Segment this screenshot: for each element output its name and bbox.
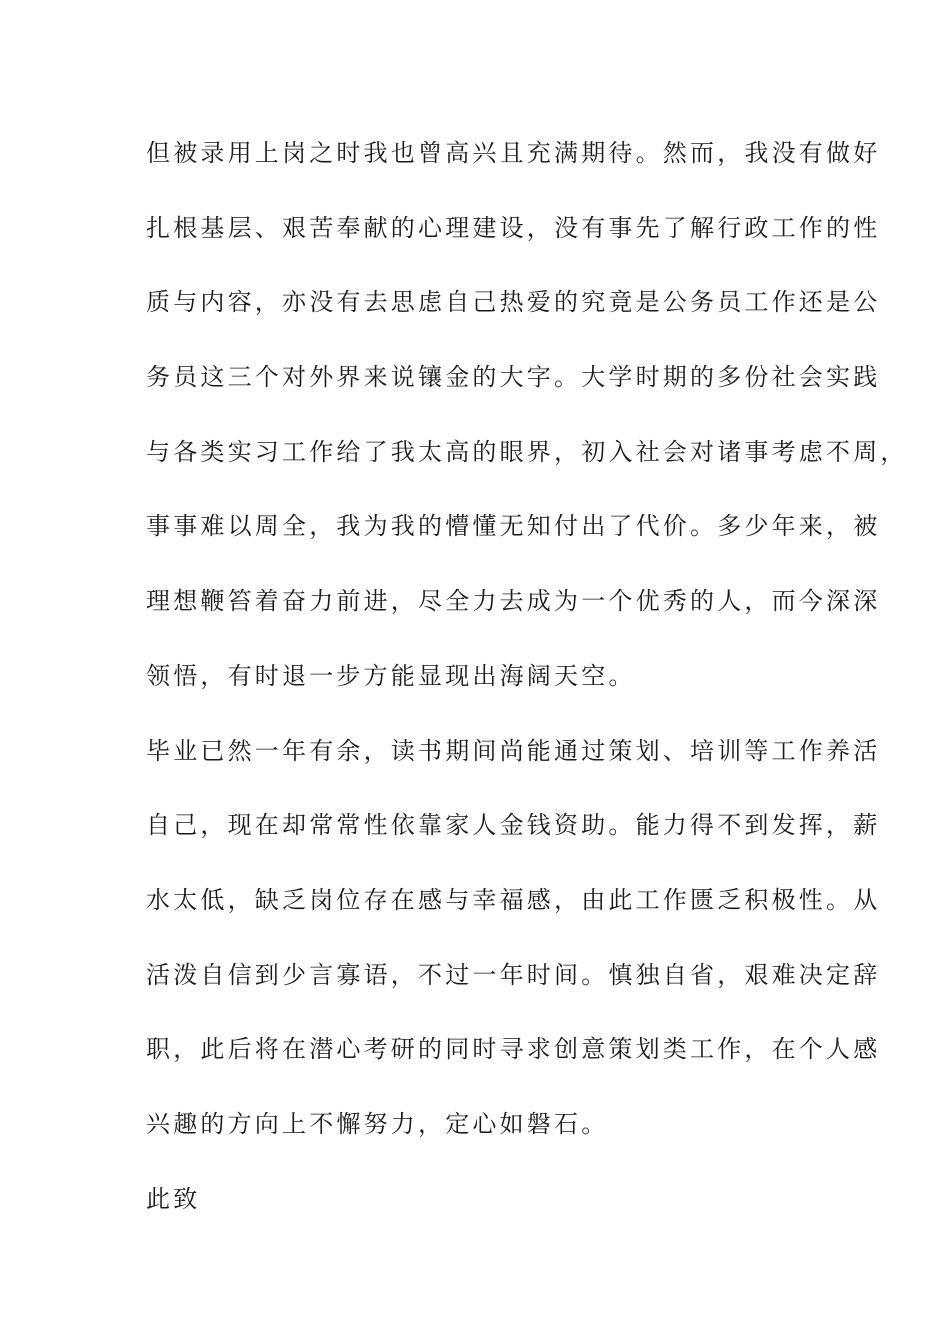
text-line-4: 务员这三个对外界来说镶金的大字。大学时期的多份社会实践 [146,363,881,392]
closing-salutation: 此致 [146,1184,201,1213]
text-line-5: 与各类实习工作给了我太高的眼界，初入社会对诸事考虑不周， [146,437,908,466]
document-body [146,128,908,1248]
text-line-1: 但被录用上岗之时我也曾高兴且充满期待。然而，我没有做好 [146,139,881,167]
text-line-8: 领悟，有时退一步方能显现出海阔天空。 [146,661,636,690]
text-line-3: 质与内容，亦没有去思虑自己热爱的究竟是公务员工作还是公 [146,288,881,317]
text-line-2: 扎根基层、艰苦奉献的心理建设，没有事先了解行政工作的性 [146,213,881,242]
text-line-11: 水太低，缺乏岗位存在感与幸福感，由此工作匮乏积极性。从 [146,885,881,914]
text-line-7: 理想鞭笞着奋力前进，尽全力去成为一个优秀的人，而今深深 [146,587,881,616]
text-line-10: 自己，现在却常常性依靠家人金钱资助。能力得不到发挥，薪 [146,811,881,840]
text-line-9: 毕业已然一年有余，读书期间尚能通过策划、培训等工作养活 [146,736,881,765]
text-line-13: 职，此后将在潜心考研的同时寻求创意策划类工作，在个人感 [146,1035,881,1064]
text-line-6: 事事难以周全，我为我的懵懂无知付出了代价。多少年来，被 [146,512,881,541]
text-line-14: 兴趣的方向上不懈努力，定心如磐石。 [146,1109,609,1138]
text-line-12: 活泼自信到少言寡语，不过一年时间。慎独自省，艰难决定辞 [146,960,881,989]
